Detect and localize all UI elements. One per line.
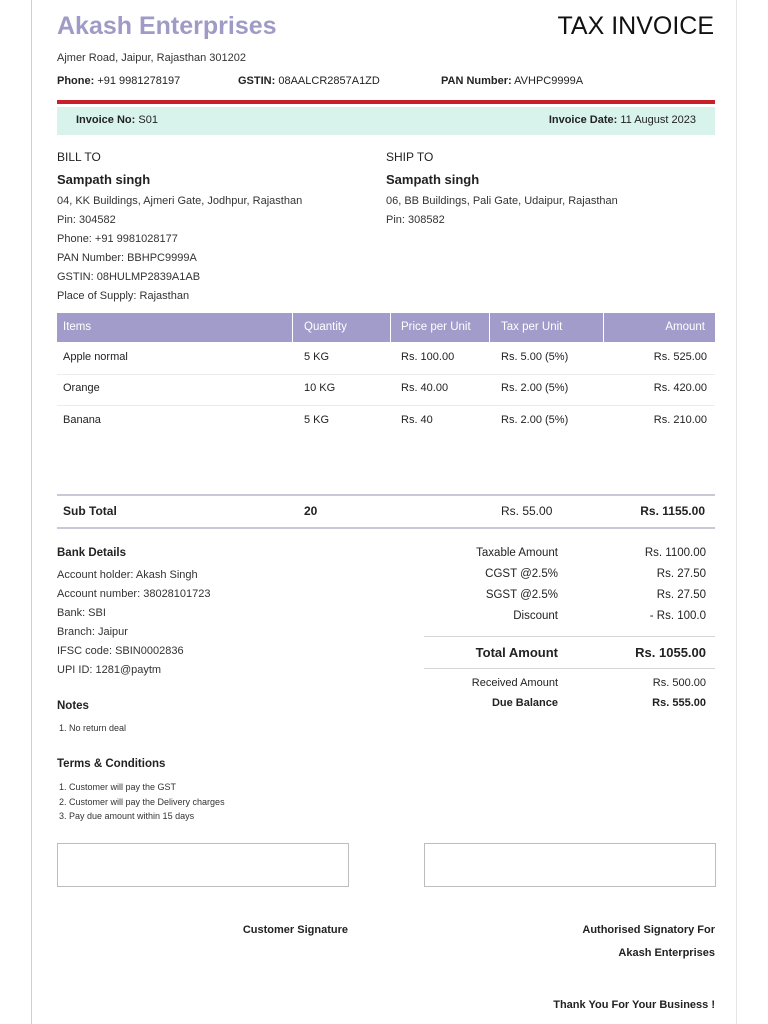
- gstin-value: 08AALCR2857A1ZD: [278, 75, 380, 87]
- customer-signature-label: Customer Signature: [242, 924, 348, 936]
- total-amount-value: Rs. 1055.00: [635, 645, 706, 660]
- col-header-amount: Amount: [665, 321, 705, 333]
- company-address: Ajmer Road, Jaipur, Rajasthan 301202: [57, 52, 246, 64]
- bill-to-details: [57, 192, 302, 306]
- item-quantity: 10 KG: [304, 382, 336, 394]
- item-tax: Rs. 2.00 (5%): [501, 382, 569, 394]
- item-amount: Rs. 210.00: [653, 414, 707, 426]
- page-right-border: [736, 0, 737, 1024]
- terms-list: [59, 780, 225, 824]
- bill-to-gstin: GSTIN: 08HULMP2839A1AB: [57, 271, 201, 283]
- subtotal-amount: Rs. 1155.00: [640, 504, 705, 518]
- bank-branch: Branch: Jaipur: [57, 626, 128, 638]
- col-divider: [603, 313, 604, 342]
- sgst-value: Rs. 27.50: [656, 589, 706, 601]
- customer-signature-box[interactable]: [57, 843, 349, 887]
- notes-list: [59, 721, 126, 736]
- bill-to-address: 04, KK Buildings, Ajmeri Gate, Jodhpur, Rajasthan: [57, 195, 303, 207]
- item-quantity: 5 KG: [304, 351, 330, 363]
- pan-value: AVHPC9999A: [514, 75, 584, 87]
- col-divider: [390, 313, 391, 342]
- terms-item: 2. Customer will pay the Delivery charges: [59, 796, 225, 807]
- invoice-date-label: Invoice Date:: [548, 114, 618, 126]
- bank-account-holder: Account holder: Akash Singh: [57, 569, 198, 581]
- company-gstin: [238, 75, 380, 87]
- subtotal-label: Sub Total: [63, 504, 117, 518]
- ship-to-details: [386, 192, 618, 230]
- cgst-value: Rs. 27.50: [656, 568, 706, 580]
- phone-label: Phone:: [57, 75, 95, 87]
- item-name: Orange: [63, 382, 100, 394]
- authorised-company-name: Akash Enterprises: [618, 947, 715, 959]
- items-table-header: [57, 313, 715, 342]
- subtotal-row: [57, 494, 715, 529]
- item-tax: Rs. 5.00 (5%): [501, 351, 569, 363]
- due-balance-value: Rs. 555.00: [652, 697, 706, 709]
- table-row: [57, 373, 715, 406]
- bank-account-number: Account number: 38028101723: [57, 588, 211, 600]
- invoice-date-value: 11 August 2023: [620, 114, 696, 126]
- bill-to-name: Sampath singh: [57, 172, 151, 187]
- invoice-number: [76, 114, 158, 126]
- sgst-label: SGST @2.5%: [485, 589, 558, 601]
- bank-name: Bank: SBI: [57, 607, 106, 619]
- ship-to-pin: Pin: 308582: [386, 214, 445, 226]
- taxable-amount-value: Rs. 1100.00: [644, 547, 706, 559]
- company-name: Akash Enterprises: [57, 12, 277, 40]
- bill-to-pin: Pin: 304582: [57, 214, 116, 226]
- note-item: 1. No return deal: [59, 723, 127, 733]
- ship-to-name: Sampath singh: [386, 172, 480, 187]
- subtotal-quantity: 20: [304, 504, 318, 518]
- ship-to-address: 06, BB Buildings, Pali Gate, Udaipur, Rajasthan: [386, 195, 618, 207]
- due-balance-label: Due Balance: [491, 697, 558, 709]
- company-phone: [57, 75, 180, 87]
- bill-to-pan: PAN Number: BBHPC9999A: [57, 252, 197, 264]
- item-price: Rs. 40.00: [401, 382, 449, 394]
- bank-details-heading: Bank Details: [57, 547, 127, 559]
- header-divider: [57, 100, 715, 104]
- bank-ifsc: IFSC code: SBIN0002836: [57, 645, 184, 657]
- terms-heading: Terms & Conditions: [57, 758, 166, 770]
- invoice-number-label: Invoice No:: [76, 114, 136, 126]
- subtotal-tax: Rs. 55.00: [501, 504, 553, 518]
- item-name: Apple normal: [63, 351, 128, 363]
- cgst-label: CGST @2.5%: [485, 568, 558, 580]
- authorised-signature-box[interactable]: [424, 843, 716, 887]
- terms-item: 1. Customer will pay the GST: [59, 782, 177, 792]
- document-title: TAX INVOICE: [557, 12, 714, 40]
- col-header-quantity: Quantity: [304, 321, 347, 333]
- table-row: [57, 405, 715, 437]
- col-header-items: Items: [63, 321, 92, 333]
- gstin-label: GSTIN:: [238, 75, 276, 87]
- col-header-tax: Tax per Unit: [501, 321, 563, 333]
- bank-upi: UPI ID: 1281@paytm: [57, 664, 162, 676]
- col-divider: [292, 313, 293, 342]
- table-row: [57, 342, 715, 375]
- item-amount: Rs. 525.00: [653, 351, 707, 363]
- invoice-number-value: S01: [138, 114, 158, 126]
- received-amount-value: Rs. 500.00: [652, 677, 706, 689]
- bill-to-phone: Phone: +91 9981028177: [57, 233, 178, 245]
- item-quantity: 5 KG: [304, 414, 330, 426]
- ship-to-heading: SHIP TO: [386, 150, 434, 164]
- taxable-amount-label: Taxable Amount: [476, 547, 558, 559]
- pan-label: PAN Number:: [441, 75, 512, 87]
- invoice-date: [549, 114, 696, 126]
- discount-value: - Rs. 100.0: [649, 610, 706, 622]
- col-header-price: Price per Unit: [401, 321, 471, 333]
- phone-value: +91 9981278197: [97, 75, 181, 87]
- company-pan: [441, 75, 583, 87]
- summary-divider: [424, 636, 715, 637]
- bill-to-place-of-supply: Place of Supply: Rajasthan: [57, 290, 190, 302]
- total-amount-label: Total Amount: [475, 645, 558, 660]
- item-name: Banana: [63, 414, 101, 426]
- discount-label: Discount: [513, 610, 558, 622]
- item-tax: Rs. 2.00 (5%): [501, 414, 569, 426]
- terms-item: 3. Pay due amount within 15 days: [59, 811, 195, 821]
- notes-heading: Notes: [57, 700, 89, 712]
- col-divider: [489, 313, 490, 342]
- page-left-border: [31, 0, 32, 1024]
- thank-you-message: Thank You For Your Business !: [553, 999, 715, 1011]
- bank-details: [57, 566, 211, 680]
- received-amount-label: Received Amount: [471, 677, 558, 689]
- total-divider: [424, 668, 715, 669]
- item-price: Rs. 40: [401, 414, 433, 426]
- invoice-info-band: [57, 107, 715, 135]
- item-amount: Rs. 420.00: [653, 382, 707, 394]
- bill-to-heading: BILL TO: [57, 150, 101, 164]
- authorised-signatory-label: Authorised Signatory For: [582, 924, 715, 936]
- item-price: Rs. 100.00: [401, 351, 455, 363]
